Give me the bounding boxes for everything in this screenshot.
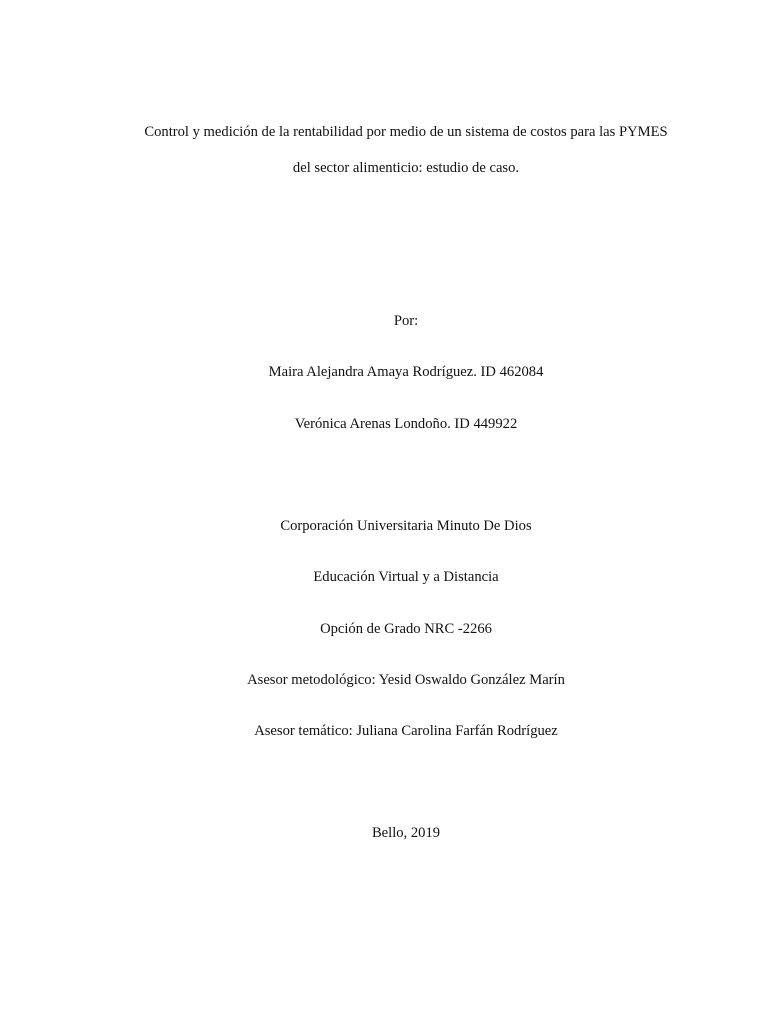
program-name: Educación Virtual y a Distancia	[313, 569, 499, 585]
author-2: Verónica Arenas Londoño. ID 449922	[294, 416, 518, 432]
course-code: Opción de Grado NRC -2266	[320, 621, 492, 637]
title-line-2: del sector alimenticio: estudio de caso.	[292, 160, 520, 176]
methodology-advisor: Asesor metodológico: Yesid Oswaldo González Marín	[247, 672, 565, 688]
title-line-1: Control y medición de la rentabilidad por medio de un sistema de costos para las PYMES	[144, 124, 668, 140]
thematic-advisor: Asesor temático: Juliana Carolina Farfán Rodríguez	[254, 723, 558, 739]
university-name: Corporación Universitaria Minuto De Dios	[280, 518, 532, 534]
author-1: Maira Alejandra Amaya Rodríguez. ID 462084	[268, 364, 544, 380]
by-label: Por:	[393, 313, 419, 329]
place-date: Bello, 2019	[371, 825, 441, 841]
